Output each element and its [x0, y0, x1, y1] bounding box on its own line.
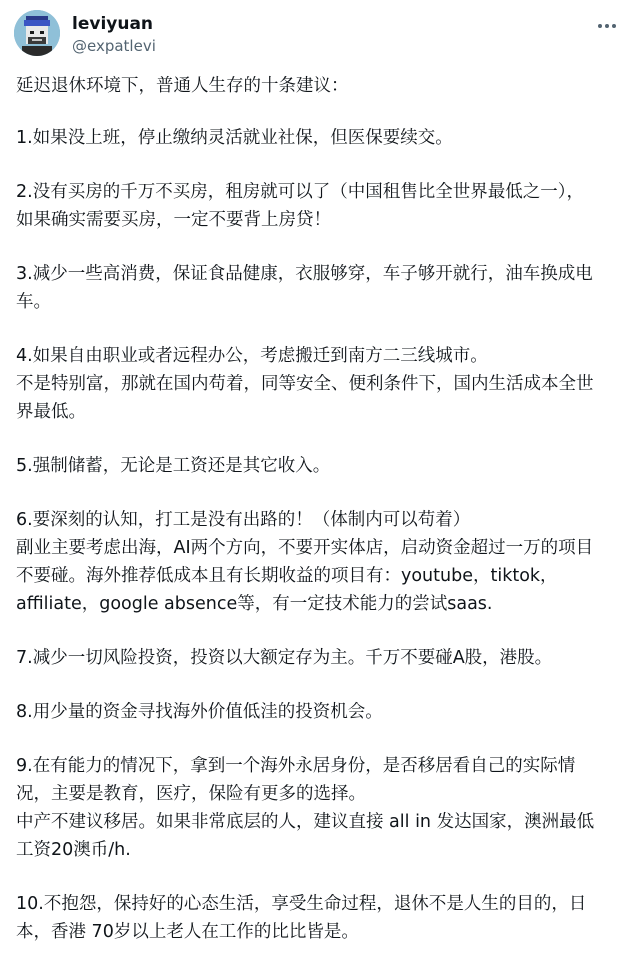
avatar[interactable]: [14, 10, 60, 56]
tweet-item-2: 2.没有买房的千万不买房，租房就可以了（中国租售比全世界最低之一）， 如果确实需要买房，一定不要背上房贷！: [16, 182, 584, 230]
pixel-avatar-icon: [14, 10, 60, 56]
user-display-name[interactable]: leviyuan: [72, 14, 154, 34]
more-options-icon[interactable]: [592, 16, 622, 36]
tweet-item-5: 5.强制储蓄，无论是工资还是其它收入。: [16, 456, 331, 476]
tweet-item-9: 9.在有能力的情况下，拿到一个海外永居身份，是否移居看自己的实际情 况，主要是教育，医疗，保险有更多的选择。 中产不建议移居。如果非常底层的人，建议直接 all in 发达国家，澳洲最低 工资20澳币/h.: [16, 756, 595, 860]
tweet-item-1: 1.如果没上班，停止缴纳灵活就业社保，但医保要续交。: [16, 128, 453, 148]
tweet-intro: 延迟退休环境下，普通人生存的十条建议：: [16, 76, 349, 96]
tweet-text: [16, 72, 628, 972]
tweet-item-8: 8.用少量的资金寻找海外价值低洼的投资机会。: [16, 702, 383, 722]
tweet-item-10: 10.不抱怨，保持好的心态生活，享受生命过程，退休不是人生的目的，日 本，香港 70岁以上老人在工作的比比皆是。: [16, 894, 587, 942]
tweet-header: [14, 10, 626, 60]
more-dot: [605, 24, 609, 28]
tweet-item-3: 3.减少一些高消费，保证食品健康，衣服够穿，车子够开就行，油车换成电 车。: [16, 264, 593, 312]
more-dot: [612, 24, 616, 28]
tweet-item-4: 4.如果自由职业或者远程办公，考虑搬迁到南方二三线城市。 不是特别富，那就在国内苟着，同等安全、便利条件下，国内生活成本全世 界最低。: [16, 346, 594, 422]
more-dot: [598, 24, 602, 28]
tweet-item-7: 7.减少一切风险投资，投资以大额定存为主。千万不要碰A股，港股。: [16, 648, 553, 668]
user-handle[interactable]: @expatlevi: [72, 37, 156, 55]
tweet-item-6: 6.要深刻的认知，打工是没有出路的！（体制内可以苟着） 副业主要考虑出海，AI两个方向，不要开实体店，启动资金超过一万的项目 不要碰。海外推荐低成本且有长期收益的项目有：youtube，tiktok， affiliate，google absence等，有一定技术能力的尝试saas.: [16, 510, 594, 614]
